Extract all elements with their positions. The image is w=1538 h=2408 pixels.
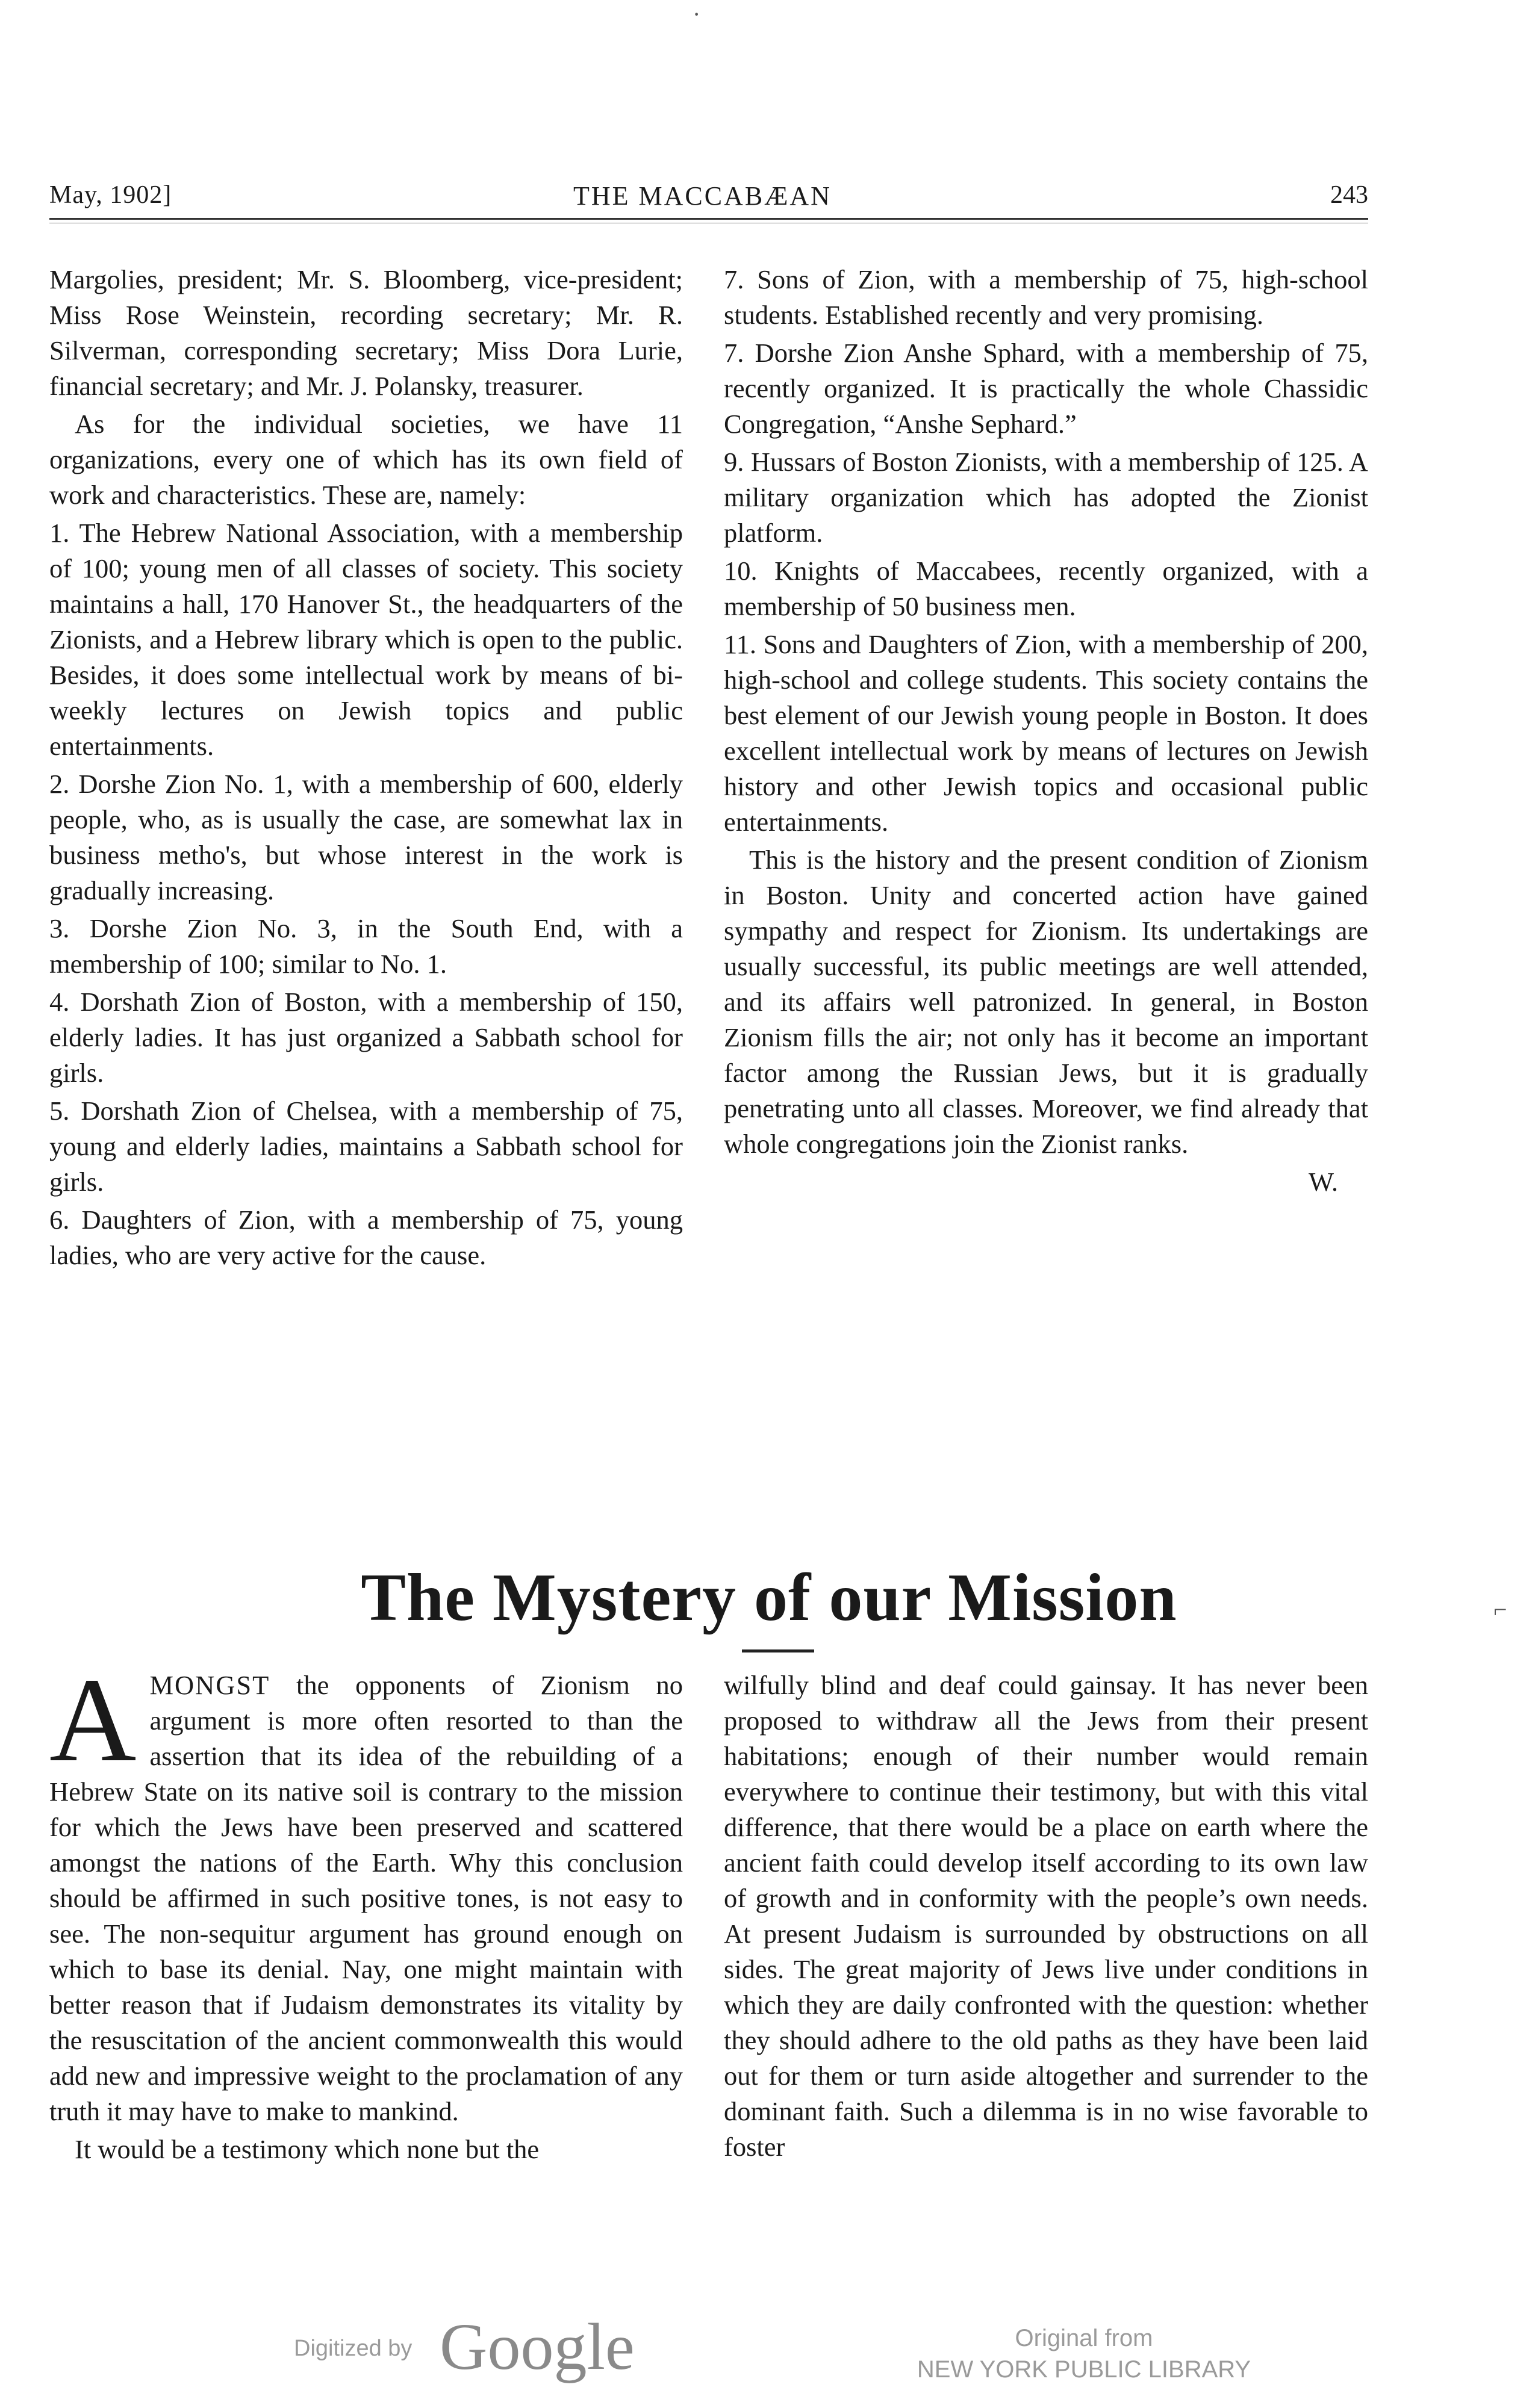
left-column-top: [49, 262, 683, 1276]
scan-artifact: ⌐: [1493, 1596, 1507, 1623]
digitized-by-label: Digitized by: [294, 2336, 413, 2361]
library-name: NEW YORK PUBLIC LIBRARY: [917, 2356, 1251, 2383]
societies-intro-paragraph: As for the individual societies, we have 11 organizations, every one of which has its own field of work and characteristics. These are, namely:: [49, 409, 683, 510]
conclusion-paragraph: This is the history and the present condition of Zionism in Boston. Unity and concerted action have gained sympathy and respect for Zionism. Its undertakings are usually successful, its public meetings are well attended, and its affairs well patronized. In general, in Boston Zionism fills the air; not only has it become an important factor among the Russian Jews, but it is gradually penetrating unto all classes. Moreover, we find already that whole congregations join the Zionist ranks.: [724, 845, 1368, 1159]
title-rule: [742, 1649, 814, 1652]
society-item-1: 1. The Hebrew National Association, with a membership of 100; young men of all classes of society. This society maintains a hall, 170 Hanover St., the headquarters of the Zionists, and a Hebrew library which is open to the public. Besides, it does some intellectual work by means of bi-weekly lectures on Jewish topics and public entertainments.: [49, 518, 683, 761]
drop-cap: A: [49, 1654, 137, 1787]
society-item-7a: 7. Sons of Zion, with a membership of 75, high-school students. Established recently and very promising.: [724, 264, 1368, 330]
article-paragraph-1-text: the opponents of Zionism no argument is more often resorted to than the assertion that its idea of the rebuilding of a Hebrew State on its native soil is contrary to the mission for which the Jews have been preserved and scattered amongst the nations of the Earth. Why this conclusion should be affirmed in such positive tones, is not easy to see. The non-sequitur argument has ground enough on which to base its denial. Nay, one might maintain with better reason that if Judaism demonstrates its vitality by the resuscitation of the ancient commonwealth this would add new and impressive weight to the proclamation of any truth it may have to make to mankind.: [49, 1670, 683, 2126]
running-header: [49, 181, 1368, 223]
author-signature: W.: [1308, 1167, 1338, 1197]
society-item-6: 6. Daughters of Zion, with a membership of 75, young ladies, who are very active for the cause.: [49, 1205, 683, 1270]
society-item-5: 5. Dorshath Zion of Chelsea, with a membership of 75, young and elderly ladies, maintains a Sabbath school for girls.: [49, 1096, 683, 1197]
header-date: May, 1902]: [49, 181, 172, 209]
article-paragraph-2: It would be a testimony which none but the: [75, 2134, 540, 2164]
society-item-3: 3. Dorshe Zion No. 3, in the South End, with a membership of 100; similar to No. 1.: [49, 913, 683, 979]
header-rule: [49, 218, 1368, 220]
article-paragraph-1: [49, 1654, 683, 2129]
header-page-number: 243: [1330, 181, 1368, 209]
scan-speck: ·: [693, 1, 701, 28]
article-title: The Mystery of our Mission: [361, 1560, 1177, 1635]
header-journal-title: THE MACCABÆAN: [573, 181, 832, 211]
society-item-10: 10. Knights of Maccabees, recently organized, with a membership of 50 business men.: [724, 556, 1368, 621]
original-source: [891, 2323, 1277, 2385]
society-item-9: 9. Hussars of Boston Zionists, with a membership of 125. A military organization which has adopted the Zionist platform.: [724, 447, 1368, 548]
right-column-top: [724, 262, 1368, 1202]
society-item-7b: 7. Dorshe Zion Anshe Sphard, with a membership of 75, recently organized. It is practically the whole Chassidic Congregation, “Anshe Sephard.”: [724, 338, 1368, 439]
article-paragraph-3: wilfully blind and deaf could gainsay. It has never been proposed to withdraw all the Jews from their present habitations; enough of their number would remain everywhere to continue their testimony, but with this vital difference, that there would be a place on earth where the ancient faith could develop itself according to its own law of growth and in conformity with the people’s own needs. At present Judaism is surrounded by obstructions on all sides. The great majority of Jews live under conditions in which they are daily confronted with the question: whether they should adhere to the old paths as they have been laid out for them or turn aside altogether and surrender to the dominant faith. Such a dilemma is in no wise favorable to foster: [724, 1670, 1368, 2162]
article-right-column: [724, 1668, 1368, 2167]
society-item-4: 4. Dorshath Zion of Boston, with a membership of 150, elderly ladies. It has just organized a Sabbath school for girls.: [49, 987, 683, 1088]
original-from-label: Original from: [1015, 2325, 1153, 2351]
society-item-2: 2. Dorshe Zion No. 1, with a membership of 600, elderly people, who, as is usually the case, are somewhat lax in business metho's, but whose interest in the work is gradually increasing.: [49, 769, 683, 905]
officers-paragraph: Margolies, president; Mr. S. Bloomberg, vice-president; Miss Rose Weinstein, recording secretary; Mr. R. Silverman, corresponding secretary; Miss Dora Lurie, financial secretary; and Mr. J. Polansky, treasurer.: [49, 264, 683, 401]
lead-words: MONGST: [149, 1670, 270, 1700]
google-logo: Google: [440, 2310, 635, 2383]
article-left-column: [49, 1654, 683, 2170]
society-item-11: 11. Sons and Daughters of Zion, with a membership of 200, high-school and college students. This society contains the best element of our Jewish young people in Boston. It does excellent intellectual work by means of lectures on Jewish history and other Jewish topics and occasional public entertainments.: [724, 629, 1368, 837]
